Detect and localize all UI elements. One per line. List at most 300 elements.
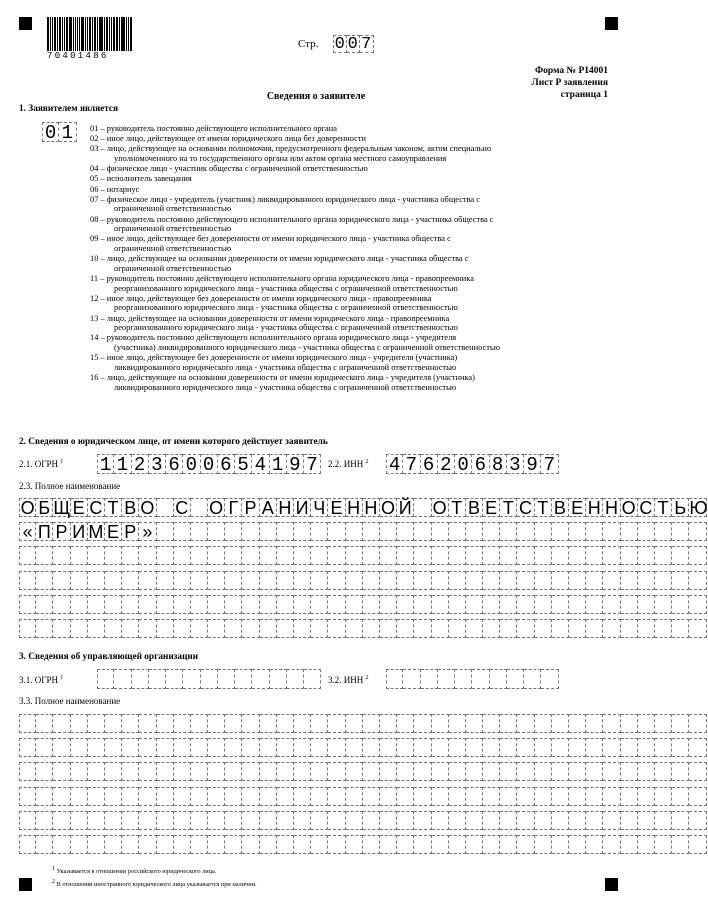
name-char-cell[interactable] <box>449 787 466 806</box>
name-char-cell[interactable] <box>157 571 174 590</box>
inn-digit-cell[interactable]: 0 <box>455 454 472 474</box>
name-char-cell[interactable]: Г <box>225 498 242 517</box>
name-char-cell[interactable] <box>432 835 449 854</box>
name-char-cell[interactable] <box>174 738 191 757</box>
ogrn-digit-cell[interactable]: 9 <box>287 454 304 474</box>
name-char-cell[interactable] <box>638 787 655 806</box>
name-char-cell[interactable] <box>88 571 105 590</box>
name-char-cell[interactable] <box>535 714 552 733</box>
ogrn-digit-cell[interactable] <box>201 669 218 689</box>
name-char-cell[interactable] <box>500 619 517 638</box>
name-char-cell[interactable]: Н <box>586 498 603 517</box>
name-char-cell[interactable] <box>242 522 259 541</box>
name-char-cell[interactable] <box>225 619 242 638</box>
name-char-cell[interactable] <box>432 714 449 733</box>
name-char-cell[interactable]: О <box>621 498 638 517</box>
name-char-cell[interactable] <box>36 835 53 854</box>
name-char-cell[interactable] <box>586 762 603 781</box>
name-char-cell[interactable] <box>621 595 638 614</box>
name-char-cell[interactable] <box>397 619 414 638</box>
name-char-cell[interactable] <box>586 714 603 733</box>
name-char-cell[interactable] <box>655 787 672 806</box>
name-char-cell[interactable] <box>208 787 225 806</box>
name-char-cell[interactable] <box>157 835 174 854</box>
name-char-cell[interactable] <box>311 522 328 541</box>
name-char-cell[interactable] <box>139 762 156 781</box>
name-char-cell[interactable] <box>88 619 105 638</box>
name-char-cell[interactable] <box>363 738 380 757</box>
name-char-cell[interactable] <box>71 571 88 590</box>
name-char-cell[interactable] <box>655 595 672 614</box>
name-char-cell[interactable] <box>655 546 672 565</box>
name-row[interactable] <box>19 762 707 781</box>
name-char-cell[interactable] <box>53 595 70 614</box>
name-char-cell[interactable] <box>449 619 466 638</box>
name-char-cell[interactable] <box>621 787 638 806</box>
name-char-cell[interactable] <box>191 738 208 757</box>
name-char-cell[interactable] <box>672 571 689 590</box>
name-char-cell[interactable] <box>105 595 122 614</box>
name-char-cell[interactable] <box>535 787 552 806</box>
name-char-cell[interactable] <box>122 546 139 565</box>
name-char-cell[interactable] <box>414 835 431 854</box>
name-char-cell[interactable] <box>277 595 294 614</box>
name-char-cell[interactable] <box>225 714 242 733</box>
name-char-cell[interactable]: В <box>552 498 569 517</box>
name-char-cell[interactable] <box>19 546 36 565</box>
name-char-cell[interactable] <box>346 835 363 854</box>
name-char-cell[interactable] <box>139 835 156 854</box>
name-char-cell[interactable] <box>294 522 311 541</box>
name-char-cell[interactable] <box>569 619 586 638</box>
name-char-cell[interactable] <box>277 811 294 830</box>
ogrn-digit-cell[interactable] <box>166 669 183 689</box>
name-char-cell[interactable] <box>569 738 586 757</box>
name-char-cell[interactable] <box>122 595 139 614</box>
name-char-cell[interactable]: » <box>139 522 156 541</box>
name-char-cell[interactable]: С <box>638 498 655 517</box>
name-char-cell[interactable] <box>638 835 655 854</box>
name-char-cell[interactable] <box>157 787 174 806</box>
name-char-cell[interactable] <box>19 787 36 806</box>
name-char-cell[interactable] <box>363 522 380 541</box>
code-digit-cell[interactable]: 0 <box>42 122 59 142</box>
name-char-cell[interactable] <box>689 762 706 781</box>
name-char-cell[interactable]: О <box>20 498 35 518</box>
ogrn-digit-cell[interactable]: 6 <box>218 454 235 474</box>
name-char-cell[interactable]: « <box>19 522 36 541</box>
name-char-cell[interactable] <box>36 714 53 733</box>
name-char-cell[interactable] <box>174 835 191 854</box>
name-char-cell[interactable] <box>689 714 706 733</box>
name-char-cell[interactable] <box>260 835 277 854</box>
name-char-cell[interactable] <box>689 595 706 614</box>
name-char-cell[interactable] <box>517 738 534 757</box>
ogrn-digit-cell[interactable]: 4 <box>252 454 269 474</box>
name-char-cell[interactable] <box>294 571 311 590</box>
name-char-cell[interactable] <box>586 522 603 541</box>
name-char-cell[interactable] <box>672 595 689 614</box>
name-char-cell[interactable] <box>122 811 139 830</box>
name-char-cell[interactable] <box>552 595 569 614</box>
name-row[interactable] <box>19 595 707 614</box>
name-char-cell[interactable] <box>174 595 191 614</box>
name-char-cell[interactable]: Е <box>71 498 88 517</box>
name-char-cell[interactable] <box>621 522 638 541</box>
name-char-cell[interactable] <box>346 787 363 806</box>
name-char-cell[interactable] <box>242 835 259 854</box>
name-char-cell[interactable] <box>311 714 328 733</box>
name-char-cell[interactable] <box>397 546 414 565</box>
name-char-cell[interactable] <box>638 595 655 614</box>
name-char-cell[interactable] <box>157 738 174 757</box>
name-char-cell[interactable] <box>294 787 311 806</box>
name-char-cell[interactable] <box>603 835 620 854</box>
name-char-cell[interactable] <box>139 811 156 830</box>
s3-inn-field[interactable] <box>386 669 559 689</box>
name-char-cell[interactable] <box>449 522 466 541</box>
name-char-cell[interactable] <box>552 546 569 565</box>
name-char-cell[interactable] <box>122 762 139 781</box>
name-char-cell[interactable] <box>88 714 105 733</box>
name-char-cell[interactable] <box>157 619 174 638</box>
name-row[interactable] <box>19 571 707 590</box>
name-char-cell[interactable]: Щ <box>53 498 71 518</box>
name-char-cell[interactable] <box>208 522 225 541</box>
name-char-cell[interactable] <box>569 546 586 565</box>
ogrn-digit-cell[interactable] <box>114 669 131 689</box>
name-char-cell[interactable] <box>603 738 620 757</box>
name-char-cell[interactable] <box>105 738 122 757</box>
name-char-cell[interactable]: Р <box>122 522 139 541</box>
name-char-cell[interactable]: Н <box>277 498 294 517</box>
name-char-cell[interactable] <box>569 571 586 590</box>
name-char-cell[interactable] <box>603 619 620 638</box>
name-char-cell[interactable] <box>466 714 483 733</box>
ogrn-digit-cell[interactable]: 7 <box>304 454 321 474</box>
name-char-cell[interactable] <box>466 811 483 830</box>
name-char-cell[interactable] <box>466 738 483 757</box>
name-char-cell[interactable] <box>328 787 345 806</box>
name-char-cell[interactable] <box>414 714 431 733</box>
name-char-cell[interactable] <box>397 571 414 590</box>
name-char-cell[interactable] <box>191 835 208 854</box>
name-char-cell[interactable] <box>311 595 328 614</box>
name-char-cell[interactable] <box>53 738 70 757</box>
name-char-cell[interactable] <box>294 762 311 781</box>
s3-ogrn-field[interactable] <box>97 669 321 689</box>
name-char-cell[interactable] <box>397 835 414 854</box>
name-char-cell[interactable] <box>174 546 191 565</box>
name-char-cell[interactable] <box>294 738 311 757</box>
name-char-cell[interactable] <box>363 811 380 830</box>
ogrn-digit-cell[interactable]: 0 <box>183 454 200 474</box>
name-char-cell[interactable] <box>689 811 706 830</box>
name-char-cell[interactable] <box>449 811 466 830</box>
name-char-cell[interactable] <box>191 595 208 614</box>
name-char-cell[interactable] <box>208 738 225 757</box>
name-char-cell[interactable] <box>328 571 345 590</box>
name-char-cell[interactable] <box>174 714 191 733</box>
name-char-cell[interactable] <box>363 571 380 590</box>
name-char-cell[interactable]: С <box>174 498 191 517</box>
ogrn-digit-cell[interactable]: 2 <box>132 454 149 474</box>
name-char-cell[interactable] <box>71 762 88 781</box>
name-char-cell[interactable] <box>53 835 70 854</box>
name-char-cell[interactable] <box>689 571 706 590</box>
name-char-cell[interactable] <box>500 714 517 733</box>
name-char-cell[interactable] <box>655 522 672 541</box>
name-char-cell[interactable] <box>225 738 242 757</box>
name-char-cell[interactable] <box>397 811 414 830</box>
name-char-cell[interactable] <box>208 595 225 614</box>
name-char-cell[interactable] <box>71 619 88 638</box>
name-char-cell[interactable] <box>380 571 397 590</box>
ogrn-digit-cell[interactable] <box>287 669 304 689</box>
name-char-cell[interactable] <box>277 571 294 590</box>
name-char-cell[interactable] <box>621 835 638 854</box>
name-char-cell[interactable] <box>294 714 311 733</box>
name-char-cell[interactable] <box>242 546 259 565</box>
name-char-cell[interactable] <box>517 811 534 830</box>
name-char-cell[interactable] <box>36 787 53 806</box>
ogrn-digit-cell[interactable] <box>304 669 321 689</box>
name-char-cell[interactable] <box>260 595 277 614</box>
name-char-cell[interactable] <box>242 595 259 614</box>
name-char-cell[interactable] <box>71 546 88 565</box>
name-char-cell[interactable] <box>122 835 139 854</box>
name-char-cell[interactable] <box>311 738 328 757</box>
name-char-cell[interactable] <box>483 738 500 757</box>
s2-ogrn-field[interactable] <box>97 454 321 474</box>
name-char-cell[interactable] <box>655 762 672 781</box>
name-char-cell[interactable] <box>157 595 174 614</box>
name-char-cell[interactable] <box>88 811 105 830</box>
name-char-cell[interactable] <box>19 762 36 781</box>
inn-digit-cell[interactable]: 4 <box>386 454 403 474</box>
name-char-cell[interactable] <box>552 787 569 806</box>
name-char-cell[interactable] <box>260 522 277 541</box>
name-char-cell[interactable] <box>414 546 431 565</box>
name-char-cell[interactable] <box>603 546 620 565</box>
name-char-cell[interactable] <box>139 619 156 638</box>
name-char-cell[interactable]: Н <box>603 498 620 517</box>
name-char-cell[interactable] <box>380 546 397 565</box>
name-char-cell[interactable] <box>432 571 449 590</box>
inn-digit-cell[interactable] <box>541 669 558 689</box>
name-char-cell[interactable] <box>346 546 363 565</box>
name-char-cell[interactable] <box>552 619 569 638</box>
inn-digit-cell[interactable] <box>421 669 438 689</box>
name-char-cell[interactable] <box>517 571 534 590</box>
ogrn-digit-cell[interactable]: 0 <box>201 454 218 474</box>
name-char-cell[interactable] <box>191 546 208 565</box>
name-char-cell[interactable] <box>517 787 534 806</box>
name-char-cell[interactable] <box>363 762 380 781</box>
name-char-cell[interactable] <box>191 571 208 590</box>
name-char-cell[interactable] <box>500 762 517 781</box>
name-char-cell[interactable] <box>311 787 328 806</box>
name-char-cell[interactable] <box>242 714 259 733</box>
name-char-cell[interactable] <box>328 811 345 830</box>
inn-digit-cell[interactable] <box>490 669 507 689</box>
name-char-cell[interactable] <box>517 714 534 733</box>
name-char-cell[interactable] <box>260 738 277 757</box>
name-char-cell[interactable] <box>71 811 88 830</box>
name-char-cell[interactable]: О <box>380 498 397 517</box>
name-char-cell[interactable] <box>397 522 414 541</box>
name-char-cell[interactable] <box>414 811 431 830</box>
name-char-cell[interactable] <box>689 787 706 806</box>
name-char-cell[interactable] <box>242 811 259 830</box>
name-char-cell[interactable] <box>191 714 208 733</box>
name-char-cell[interactable] <box>517 762 534 781</box>
name-char-cell[interactable] <box>672 762 689 781</box>
name-char-cell[interactable] <box>672 787 689 806</box>
name-char-cell[interactable] <box>483 835 500 854</box>
name-char-cell[interactable] <box>191 787 208 806</box>
name-char-cell[interactable] <box>53 571 70 590</box>
name-char-cell[interactable] <box>621 738 638 757</box>
inn-digit-cell[interactable] <box>386 669 403 689</box>
name-char-cell[interactable] <box>535 595 552 614</box>
name-char-cell[interactable] <box>655 811 672 830</box>
name-char-cell[interactable] <box>535 762 552 781</box>
name-char-cell[interactable] <box>174 619 191 638</box>
name-char-cell[interactable] <box>157 811 174 830</box>
name-char-cell[interactable] <box>174 762 191 781</box>
name-char-cell[interactable] <box>655 835 672 854</box>
name-char-cell[interactable] <box>500 738 517 757</box>
name-char-cell[interactable] <box>500 787 517 806</box>
name-char-cell[interactable] <box>122 619 139 638</box>
name-row[interactable] <box>19 546 707 565</box>
name-char-cell[interactable] <box>53 546 70 565</box>
name-char-cell[interactable] <box>535 619 552 638</box>
name-char-cell[interactable] <box>638 714 655 733</box>
name-char-cell[interactable] <box>36 546 53 565</box>
name-char-cell[interactable] <box>157 522 174 541</box>
name-char-cell[interactable] <box>174 571 191 590</box>
name-char-cell[interactable] <box>363 714 380 733</box>
name-char-cell[interactable]: О <box>208 498 225 517</box>
name-char-cell[interactable]: И <box>71 522 88 541</box>
name-char-cell[interactable] <box>225 787 242 806</box>
name-char-cell[interactable] <box>500 835 517 854</box>
name-char-cell[interactable] <box>53 714 70 733</box>
inn-digit-cell[interactable] <box>403 669 420 689</box>
name-char-cell[interactable] <box>621 571 638 590</box>
ogrn-digit-cell[interactable] <box>183 669 200 689</box>
name-char-cell[interactable] <box>346 738 363 757</box>
name-char-cell[interactable] <box>122 787 139 806</box>
name-char-cell[interactable] <box>552 571 569 590</box>
name-char-cell[interactable] <box>483 571 500 590</box>
name-char-cell[interactable] <box>569 811 586 830</box>
name-char-cell[interactable] <box>414 738 431 757</box>
name-char-cell[interactable] <box>569 762 586 781</box>
name-char-cell[interactable] <box>432 762 449 781</box>
name-char-cell[interactable] <box>483 762 500 781</box>
name-char-cell[interactable] <box>380 522 397 541</box>
name-char-cell[interactable] <box>586 546 603 565</box>
name-char-cell[interactable] <box>672 811 689 830</box>
name-char-cell[interactable]: Й <box>397 498 414 517</box>
name-char-cell[interactable] <box>483 619 500 638</box>
name-char-cell[interactable] <box>466 619 483 638</box>
name-char-cell[interactable]: Н <box>363 498 380 517</box>
name-char-cell[interactable] <box>449 714 466 733</box>
inn-digit-cell[interactable]: 6 <box>472 454 489 474</box>
name-char-cell[interactable] <box>621 546 638 565</box>
name-char-cell[interactable] <box>586 787 603 806</box>
name-row[interactable] <box>19 787 707 806</box>
name-char-cell[interactable] <box>603 811 620 830</box>
name-char-cell[interactable] <box>225 571 242 590</box>
name-char-cell[interactable] <box>311 546 328 565</box>
name-char-cell[interactable] <box>672 546 689 565</box>
ogrn-digit-cell[interactable] <box>252 669 269 689</box>
name-char-cell[interactable] <box>432 787 449 806</box>
name-char-cell[interactable] <box>569 787 586 806</box>
name-char-cell[interactable] <box>569 835 586 854</box>
name-char-cell[interactable] <box>294 811 311 830</box>
name-char-cell[interactable] <box>71 714 88 733</box>
name-char-cell[interactable] <box>449 571 466 590</box>
name-char-cell[interactable] <box>19 571 36 590</box>
name-char-cell[interactable] <box>432 522 449 541</box>
name-char-cell[interactable] <box>328 546 345 565</box>
name-char-cell[interactable] <box>88 787 105 806</box>
name-char-cell[interactable] <box>500 595 517 614</box>
name-char-cell[interactable] <box>432 738 449 757</box>
name-char-cell[interactable]: В <box>466 498 483 517</box>
name-char-cell[interactable] <box>260 762 277 781</box>
name-char-cell[interactable] <box>432 546 449 565</box>
name-char-cell[interactable] <box>380 595 397 614</box>
name-row[interactable] <box>19 738 707 757</box>
name-char-cell[interactable] <box>552 835 569 854</box>
name-char-cell[interactable] <box>139 787 156 806</box>
name-char-cell[interactable] <box>655 619 672 638</box>
name-char-cell[interactable] <box>36 619 53 638</box>
name-char-cell[interactable] <box>225 522 242 541</box>
name-char-cell[interactable] <box>638 619 655 638</box>
inn-digit-cell[interactable]: 6 <box>421 454 438 474</box>
name-char-cell[interactable] <box>294 595 311 614</box>
name-char-cell[interactable] <box>105 811 122 830</box>
name-char-cell[interactable] <box>586 811 603 830</box>
name-char-cell[interactable] <box>311 835 328 854</box>
name-char-cell[interactable] <box>311 571 328 590</box>
name-char-cell[interactable] <box>208 714 225 733</box>
name-char-cell[interactable] <box>277 714 294 733</box>
name-char-cell[interactable] <box>586 738 603 757</box>
name-char-cell[interactable] <box>242 571 259 590</box>
inn-digit-cell[interactable]: 9 <box>524 454 541 474</box>
name-char-cell[interactable] <box>363 787 380 806</box>
name-char-cell[interactable]: С <box>88 498 105 517</box>
name-char-cell[interactable] <box>277 787 294 806</box>
name-char-cell[interactable] <box>225 835 242 854</box>
name-char-cell[interactable] <box>328 619 345 638</box>
name-char-cell[interactable] <box>414 619 431 638</box>
name-char-cell[interactable]: Ч <box>311 498 328 517</box>
name-char-cell[interactable] <box>294 835 311 854</box>
name-char-cell[interactable] <box>638 571 655 590</box>
name-char-cell[interactable] <box>672 835 689 854</box>
name-char-cell[interactable] <box>500 811 517 830</box>
